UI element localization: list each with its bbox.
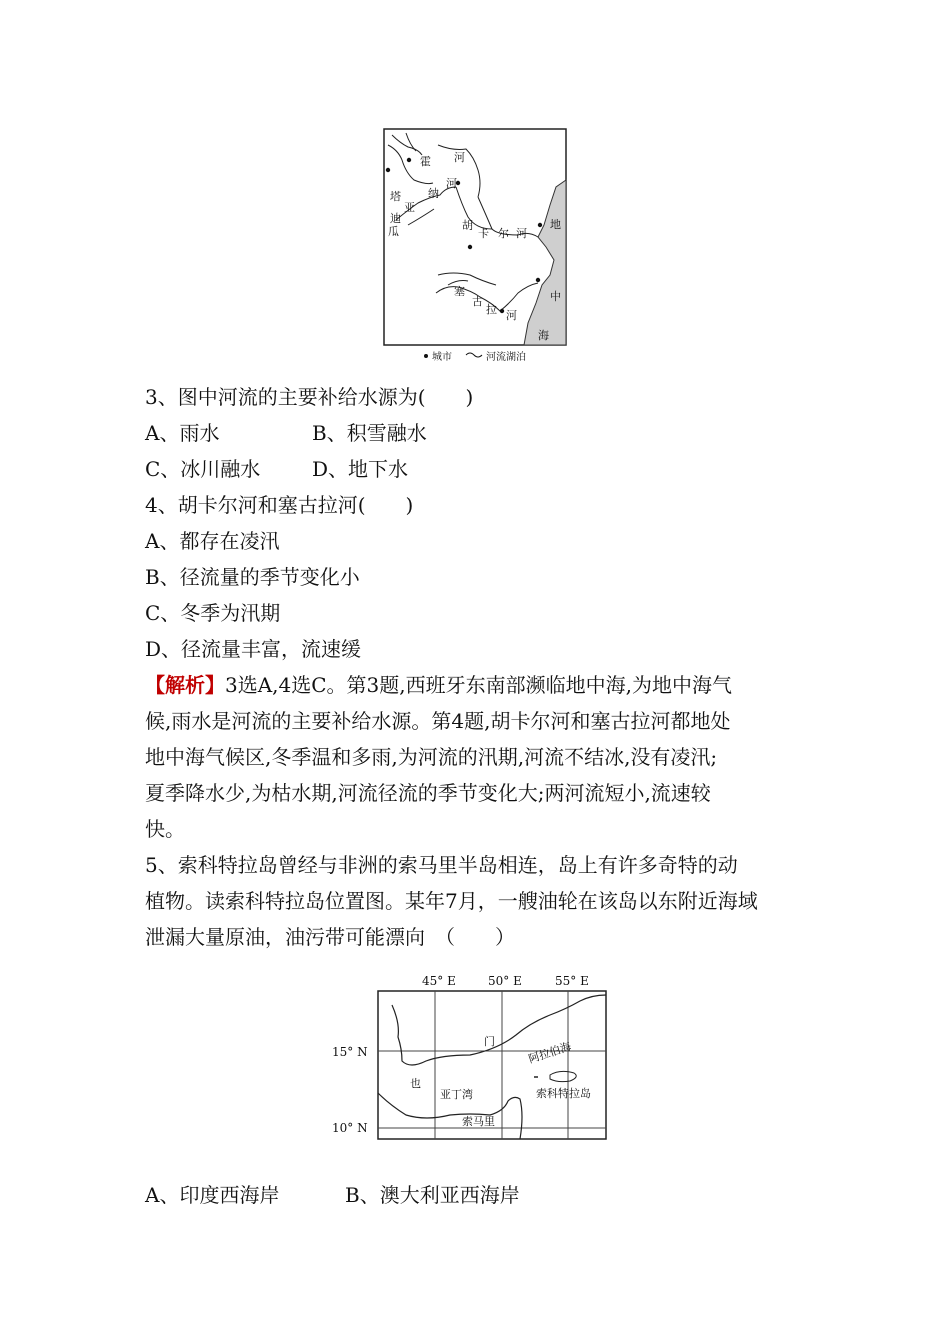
label-di-sea: 地 (550, 218, 561, 231)
analysis-line-3: 地中海气候区,冬季温和多雨,为河流的汛期,河流不结冰,没有凌汛; (145, 745, 718, 769)
label-hu: 胡 (462, 219, 473, 232)
socotra-island (550, 1071, 576, 1081)
q5-stem-line-3: 泄漏大量原油，油污带可能漂向 （ ） (145, 925, 515, 949)
city-dot (407, 158, 411, 162)
label-socotra: 索科特拉岛 (536, 1087, 591, 1100)
label-la: 拉 (486, 303, 497, 316)
lon-45: 45° E (422, 974, 456, 988)
label-ka: 卡 (478, 227, 489, 240)
label-huo: 霍 (420, 155, 431, 168)
q3-option-a: A、雨水 (145, 421, 220, 445)
label-ta: 塔 (390, 190, 401, 203)
city-dot (536, 278, 540, 282)
analysis-tag: 【解析】 (145, 673, 225, 697)
q5-stem-line-1: 5、索科特拉岛曾经与非洲的索马里半岛相连，岛上有许多奇特的动 (145, 853, 738, 877)
label-gua: 瓜 (388, 225, 399, 238)
socotra-map-svg (330, 965, 620, 1150)
label-hai: 海 (538, 329, 549, 342)
lat-15: 15° N (332, 1045, 368, 1059)
label-ya: 亚 (404, 201, 415, 214)
label-gulf-of-aden: 亚丁湾 (440, 1088, 473, 1101)
spain-river-map (378, 125, 578, 370)
label-zhong: 中 (550, 290, 561, 303)
legend-river: 河流湖泊 (486, 352, 526, 363)
label-arabian-sea: 阿拉伯海 (526, 1039, 573, 1066)
q4-stem: 4、胡卡尔河和塞古拉河( ) (145, 493, 414, 517)
label-he2: 河 (446, 177, 457, 190)
label-men: 门 (484, 1035, 495, 1048)
socotra-location-map (330, 965, 620, 1150)
label-ye: 也 (410, 1077, 421, 1090)
q5-option-b: B、澳大利亚西海岸 (345, 1183, 520, 1207)
arabian-coastline (392, 995, 606, 1065)
mediterranean-sea (524, 180, 566, 345)
city-dot (468, 245, 472, 249)
label-somali: 索马里 (462, 1115, 495, 1128)
q3-option-d: D、地下水 (312, 457, 409, 481)
city-dot (538, 223, 542, 227)
label-na: 纳 (428, 187, 439, 200)
analysis-text-1: 3选A,4选C。第3题,西班牙东南部濒临地中海,为地中海气 (225, 673, 732, 697)
q3-option-c: C、冰川融水 (145, 457, 261, 481)
q3-option-b: B、积雪融水 (312, 421, 427, 445)
legend-city-dot (424, 354, 428, 358)
lat-10: 10° N (332, 1121, 368, 1135)
analysis-line-4: 夏季降水少,为枯水期,河流径流的季节变化大;两河流短小,流速较 (145, 781, 711, 805)
q4-option-d: D、径流量丰富，流速缓 (145, 637, 362, 661)
lon-55: 55° E (555, 974, 589, 988)
analysis-line-1 (145, 672, 732, 698)
analysis-line-5: 快。 (145, 817, 185, 841)
lon-50: 50° E (488, 974, 522, 988)
label-he4: 河 (506, 309, 517, 322)
analysis-line-2: 候,雨水是河流的主要补给水源。第4题,胡卡尔河和塞古拉河都地处 (145, 709, 731, 733)
label-di: 迪 (390, 212, 401, 225)
q4-option-c: C、冬季为汛期 (145, 601, 281, 625)
legend-river-icon (466, 353, 482, 357)
q3-stem: 3、图中河流的主要补给水源为( ) (145, 385, 474, 409)
label-sai: 塞 (454, 285, 465, 298)
label-he1: 河 (454, 151, 465, 164)
legend-city: 城市 (432, 352, 452, 363)
label-er: 尔 (498, 227, 509, 240)
q4-option-b: B、径流量的季节变化小 (145, 565, 360, 589)
spain-river-map-svg (378, 125, 578, 370)
label-he3: 河 (516, 227, 527, 240)
city-dot (386, 168, 390, 172)
q5-stem-line-2: 植物。读索科特拉岛位置图。某年7月，一艘油轮在该岛以东附近海域 (145, 889, 758, 913)
city-dot (500, 309, 504, 313)
q5-option-a: A、印度西海岸 (145, 1183, 280, 1207)
label-gu: 古 (472, 295, 483, 308)
q4-option-a: A、都存在凌汛 (145, 529, 280, 553)
